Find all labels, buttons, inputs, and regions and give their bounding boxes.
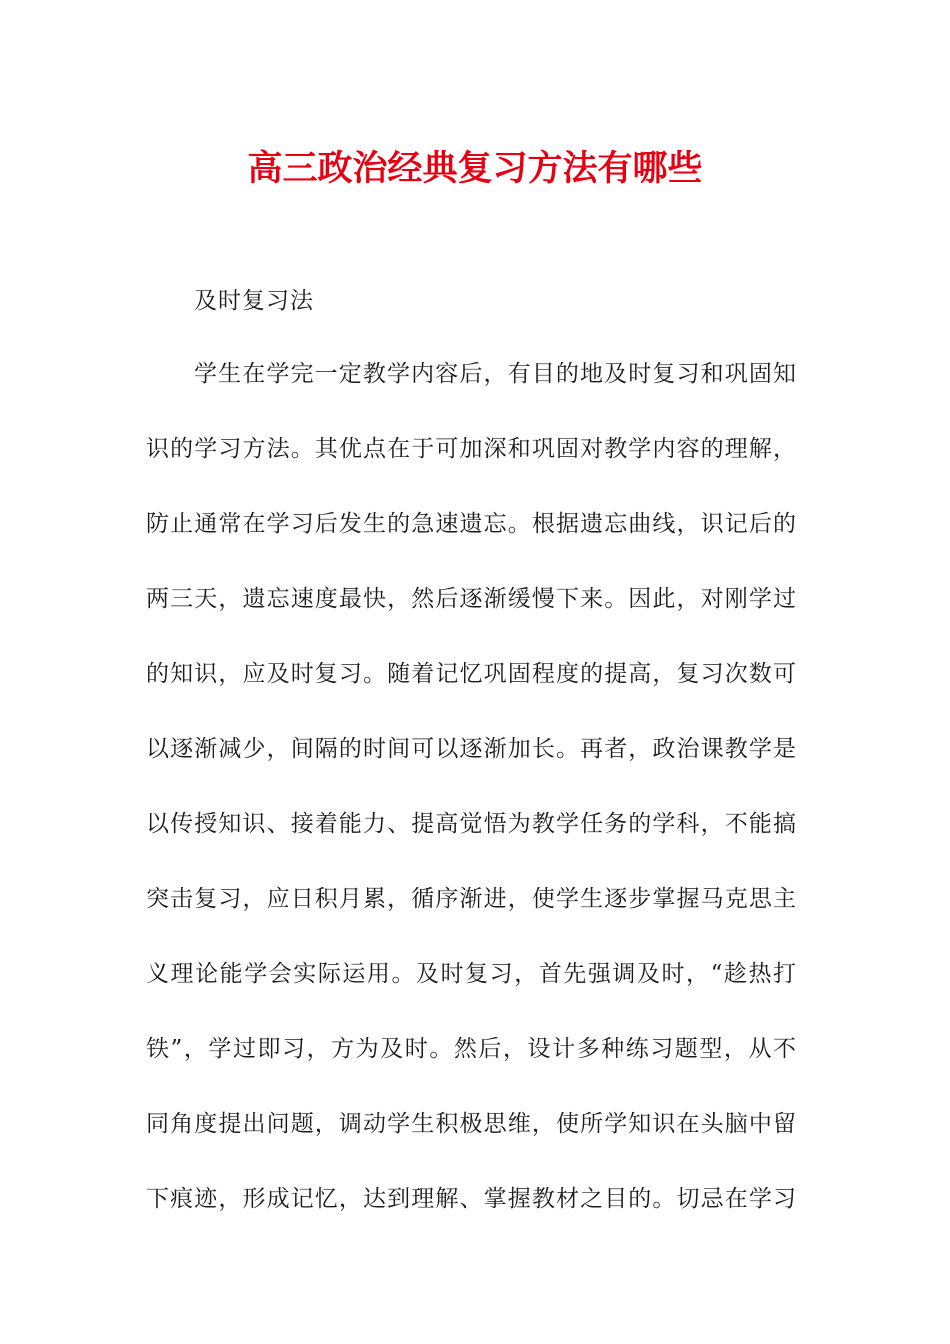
paragraph-line: 同角度提出问题，调动学生积极思维，使所学知识在头脑中留 xyxy=(146,1111,796,1137)
paragraph-line: 铁”，学过即习，方为及时。然后，设计多种练习题型，从不 xyxy=(146,1036,796,1062)
paragraph-line: 的知识，应及时复习。随着记忆巩固程度的提高，复习次数可 xyxy=(146,661,796,687)
paragraph-line: 以逐渐减少，间隔的时间可以逐渐加长。再者，政治课教学是 xyxy=(146,736,796,762)
paragraph-line: 突击复习，应日积月累，循序渐进，使学生逐步掌握马克思主 xyxy=(146,886,796,912)
paragraph-line: 以传授知识、接着能力、提高觉悟为教学任务的学科，不能搞 xyxy=(146,811,796,837)
paragraph-line: 义理论能学会实际运用。及时复习，首先强调及时，“趁热打 xyxy=(146,961,796,987)
section-heading: 及时复习法 xyxy=(194,288,314,314)
paragraph-line: 学生在学完一定教学内容后，有目的地及时复习和巩固知 xyxy=(194,361,796,387)
paragraph-line: 防止通常在学习后发生的急速遗忘。根据遗忘曲线，识记后的 xyxy=(146,511,796,537)
paragraph-line: 两三天，遗忘速度最快，然后逐渐缓慢下来。因此，对刚学过 xyxy=(146,586,796,612)
paragraph-line: 下痕迹，形成记忆，达到理解、掌握教材之目的。切忌在学习 xyxy=(146,1186,796,1212)
document-title: 高三政治经典复习方法有哪些 xyxy=(247,149,703,189)
paragraph-line: 识的学习方法。其优点在于可加深和巩固对教学内容的理解， xyxy=(146,436,796,462)
